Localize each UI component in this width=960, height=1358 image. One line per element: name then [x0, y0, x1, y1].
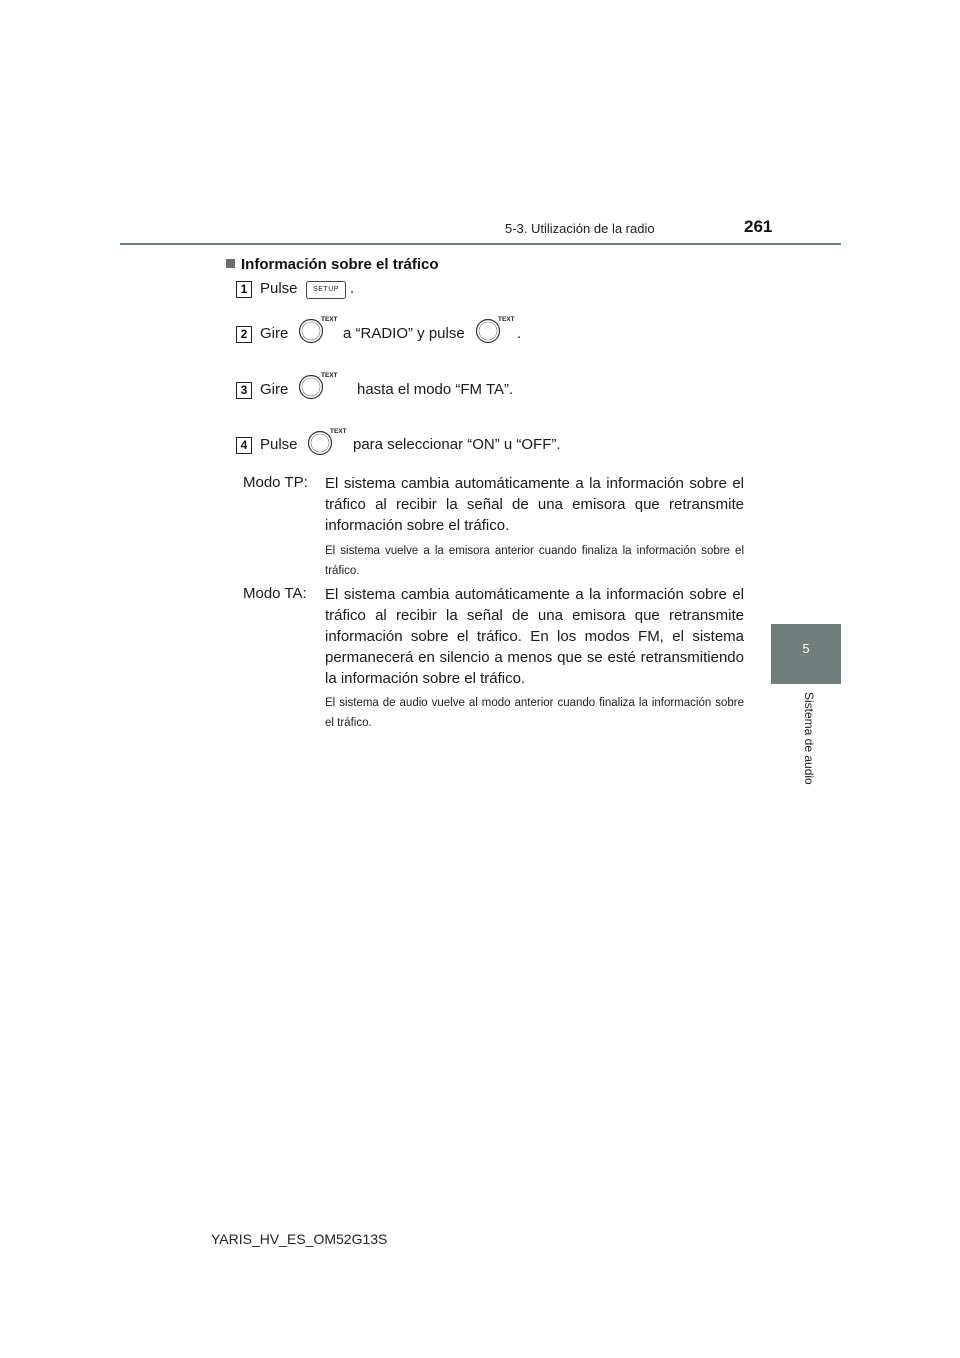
knob-label: TEXT	[498, 316, 515, 323]
step-number-4: 4	[236, 437, 252, 454]
knob-label: TEXT	[321, 316, 338, 323]
chapter-title: Sistema de audio	[802, 692, 816, 785]
chapter-number: 5	[802, 641, 810, 656]
step-4-text-b: para seleccionar “ON” u “OFF”.	[353, 436, 561, 453]
step-number-2: 2	[236, 326, 252, 343]
mode-ta-note: El sistema de audio vuelve al modo anterior cuando finaliza la información sobre el tráfico.	[325, 697, 744, 729]
knob-label: TEXT	[321, 372, 338, 379]
mode-tp-label: Modo TP:	[243, 474, 308, 491]
step-4-text-a: Pulse	[260, 436, 298, 453]
mode-ta-description: El sistema cambia automáticamente a la información sobre el tráfico al recibir la señal de una emisora que retransmite información sobre el tráfico. En los modos FM, el sistema permanecerá en silencio a menos que se esté retransmitiendo la información sobre el tráfico.	[325, 586, 744, 687]
step-1-text-a: Pulse	[260, 280, 298, 297]
mode-tp-description: El sistema cambia automáticamente a la información sobre el tráfico al recibir la señal de una emisora que retransmite información sobre el tráfico.	[325, 475, 744, 534]
document-code: YARIS_HV_ES_OM52G13S	[211, 1231, 388, 1247]
page-number: 261	[744, 217, 773, 236]
step-number-3: 3	[236, 382, 252, 399]
step-2-text-c: .	[517, 325, 522, 342]
section-heading	[226, 256, 439, 273]
step-1-text-b: .	[350, 280, 355, 297]
header-divider	[120, 243, 841, 245]
step-2-text-b: a “RADIO” y pulse	[343, 325, 465, 342]
knob-label: TEXT	[330, 428, 347, 435]
mode-ta-label: Modo TA:	[243, 585, 307, 602]
header-section-title: 5-3. Utilización de la radio	[505, 221, 655, 236]
mode-tp-note: El sistema vuelve a la emisora anterior cuando finaliza la información sobre el tráfico.	[325, 545, 744, 577]
setup-button-icon: SETUP	[306, 281, 346, 299]
step-3-text-b: hasta el modo “FM TA”.	[357, 381, 514, 398]
step-number-1: 1	[236, 281, 252, 298]
step-2-text-a: Gire	[260, 325, 289, 342]
square-bullet-icon	[226, 259, 235, 268]
step-3-text-a: Gire	[260, 381, 289, 398]
section-title-text: Información sobre el tráfico	[241, 256, 439, 273]
